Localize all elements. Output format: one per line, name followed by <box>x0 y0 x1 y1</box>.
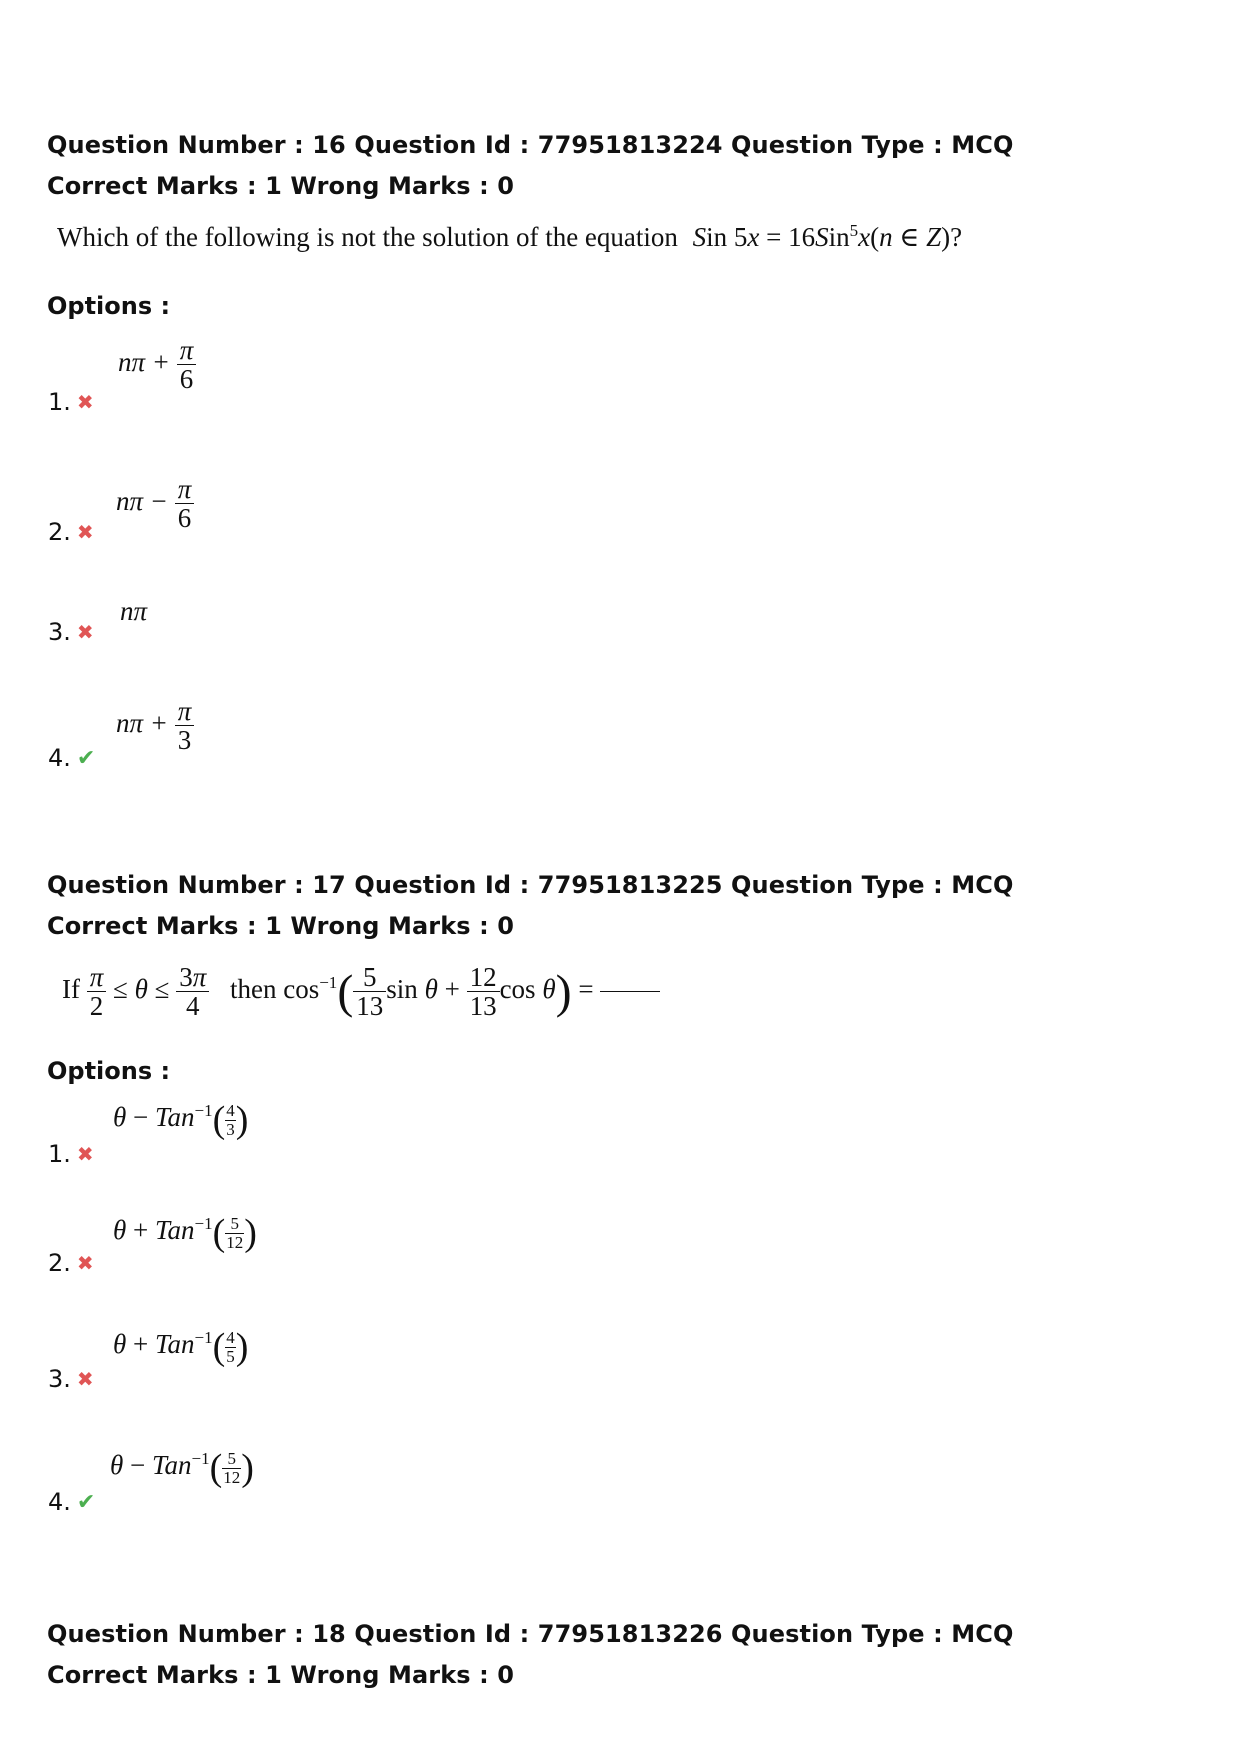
question-18-marks: Correct Marks : 1 Wrong Marks : 0 <box>47 1661 515 1689</box>
question-17-options-label: Options : <box>47 1057 171 1085</box>
q16-option-4[interactable]: 4. ✔ <box>48 744 96 772</box>
q16-option-2[interactable]: 2. ✖ <box>48 518 94 546</box>
q16-option-4-math: nπ + $\frac{\pi}{3}$ <box>116 697 194 755</box>
question-16-text-prefix: Which of the following is not the solution of the equation <box>57 222 678 252</box>
question-16-options-label: Options : <box>47 292 171 320</box>
cross-icon: ✖ <box>76 1142 94 1166</box>
q17-option-2[interactable]: 2. ✖ <box>48 1249 94 1277</box>
question-16-header: Question Number : 16 Question Id : 77951813224 Question Type : MCQ <box>47 131 1014 159</box>
q16-option-1[interactable]: 1. ✖ <box>48 388 94 416</box>
cross-icon: ✖ <box>76 390 94 414</box>
q16-option-1-math: nπ + $\frac{\pi}{6}$ <box>118 336 196 394</box>
question-17-marks: Correct Marks : 1 Wrong Marks : 0 <box>47 912 515 940</box>
cross-icon: ✖ <box>76 1251 94 1275</box>
cross-icon: ✖ <box>76 1367 94 1391</box>
q17-option-1[interactable]: 1. ✖ <box>48 1140 94 1168</box>
q17-option-4[interactable]: 4. ✔ <box>48 1488 96 1516</box>
question-17-header: Question Number : 17 Question Id : 77951813225 Question Type : MCQ <box>47 871 1014 899</box>
question-18-header: Question Number : 18 Question Id : 77951813226 Question Type : MCQ <box>47 1620 1014 1648</box>
check-icon: ✔ <box>76 1489 96 1515</box>
cross-icon: ✖ <box>76 520 94 544</box>
cross-icon: ✖ <box>76 620 94 644</box>
q16-option-2-math: nπ − $\frac{\pi}{6}$ <box>116 475 194 533</box>
check-icon: ✔ <box>76 745 96 771</box>
q16-option-3-math: nπ <box>120 596 148 626</box>
q17-option-4-math: θ − Tan$^{-1}$( $\frac{5}{12}$ ) <box>110 1447 254 1489</box>
q17-option-3-math: θ + Tan$^{-1}$( $\frac{4}{5}$ ) <box>113 1326 249 1368</box>
question-17-text: If $\frac{\pi}{2}$ ≤ θ ≤ $\frac{3\pi}{4}$ then $\cos^{-1}$( $\frac{5}{13}$ sin θ + $\frac{12}{13}$ cos θ) = <box>62 963 660 1021</box>
q17-option-3[interactable]: 3. ✖ <box>48 1365 94 1393</box>
question-16-text: Which of the following is not the solution of the equation Sin 5x = 16Sin$^5$x(n ∈ Z)? <box>57 221 963 252</box>
q17-option-1-math: θ − Tan$^{-1}$( $\frac{4}{3}$ ) <box>113 1099 249 1141</box>
q16-option-3[interactable]: 3. ✖ <box>48 618 94 646</box>
q17-option-2-math: θ + Tan$^{-1}$( $\frac{5}{12}$ ) <box>113 1212 257 1254</box>
question-16-marks: Correct Marks : 1 Wrong Marks : 0 <box>47 172 515 200</box>
